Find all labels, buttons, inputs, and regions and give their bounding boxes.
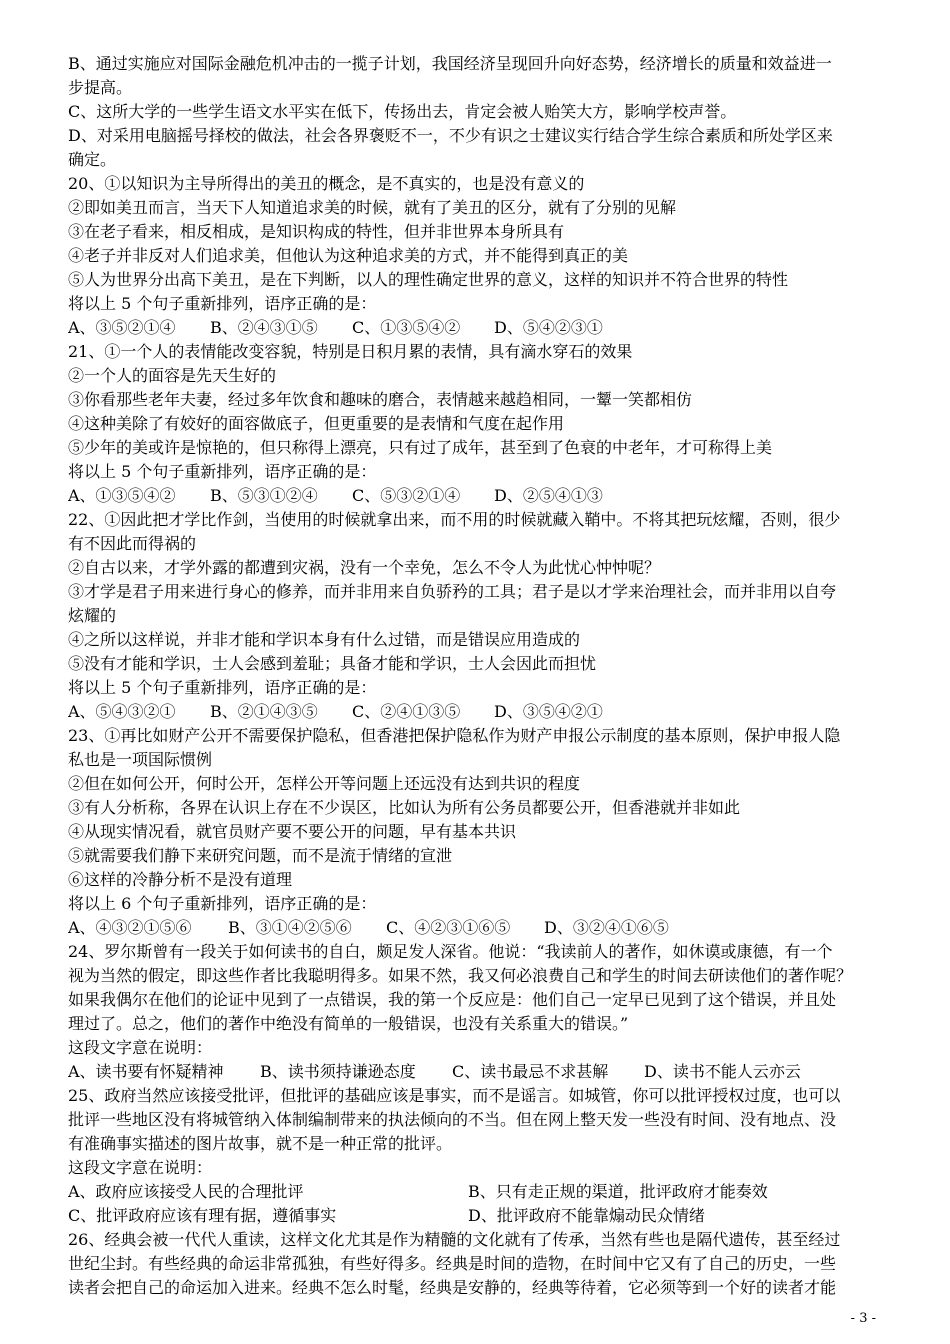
text-line: 步提高。 [68,78,133,97]
question-prompt: 这段文字意在说明： [68,1158,213,1177]
text-line: D、对采用电脑摇号择校的做法，社会各界褒贬不一，不少有识之士建议实行结合学生综合素质和所处学区来 [68,126,833,145]
text-line: 私也是一项国际惯例 [68,750,213,769]
option-b: B、读书须持谦逊态度 [260,1062,416,1081]
question-prompt: 这段文字意在说明： [68,1038,213,1057]
text-line: ②一个人的面容是先天生好的 [68,366,277,385]
text-line: ③你看那些老年夫妻，经过多年饮食和趣味的磨合，表情越来越趋相同，一颦一笑都相仿 [68,390,693,409]
q20-options [68,316,888,340]
option-b: B、③①④②⑤⑥ [228,918,352,937]
q21-options [68,484,888,508]
page-content [68,52,888,1300]
text-line: ④这种美除了有姣好的面容做底子，但更重要的是表情和气度在起作用 [68,414,565,433]
question-prompt: 将以上 5 个句子重新排列，语序正确的是： [68,294,377,313]
option-b: B、⑤③①②④ [210,486,318,505]
text-line: 世纪尘封。有些经典的命运非常孤独，有些好得多。经典是时间的造物，在时间中它又有了自己的历史，一些 [68,1254,837,1273]
question-20-line: 20、①以知识为主导所得出的美丑的概念，是不真实的，也是没有意义的 [68,174,585,193]
text-line: ⑤少年的美或许是惊艳的，但只称得上漂亮，只有过了成年，甚至到了色衰的中老年，才可称得上美 [68,438,773,457]
question-23-line: 23、①再比如财产公开不需要保护隐私，但香港把保护隐私作为财产申报公示制度的基本原则，保护申报人隐 [68,726,841,745]
question-26-line: 26、经典会被一代代人重读，这样文化尤其是作为精髓的文化就有了传承，当然有些也是隔代遗传，甚至经过 [68,1230,841,1249]
text-line: 批评一些地区没有将城管纳入体制编制带来的执法倾向的不当。但在网上整天发一些没有时间、没有地点、没 [68,1110,837,1129]
text-line: B、通过实施应对国际金融危机冲击的一揽子计划，我国经济呈现回升向好态势，经济增长的质量和效益进一 [68,54,832,73]
option-b: B、②①④③⑤ [210,702,318,721]
text-line: 如果我偶尔在他们的论证中见到了一点错误，我的第一个反应是：他们自己一定早已见到了这个错误，并且处 [68,990,837,1009]
text-line: ⑤没有才能和学识，士人会感到羞耻；具备才能和学识，士人会因此而担忧 [68,654,597,673]
text-line: ⑥这样的冷静分析不是没有道理 [68,870,293,889]
option-b: B、只有走正规的渠道，批评政府才能奏效 [468,1182,768,1201]
q25-options-row2 [68,1204,888,1228]
text-line: ②自古以来，才学外露的都遭到灾祸，没有一个幸免，怎么不令人为此忧心忡忡呢？ [68,558,661,577]
text-line: 理过了。总之，他们的著作中绝没有简单的一般错误，也没有关系重大的错误。” [68,1014,629,1033]
text-line: ③在老子看来，相反相成，是知识构成的特性，但并非世界本身所具有 [68,222,565,241]
option-d: D、③⑤④②① [494,702,603,721]
q24-options [68,1060,888,1084]
text-line: C、这所大学的一些学生语文水平实在低下，传扬出去，肯定会被人贻笑大方，影响学校声誉。 [68,102,737,121]
option-d: D、⑤④②③① [494,318,603,337]
option-c: C、②④①③⑤ [352,702,461,721]
option-a: A、政府应该接受人民的合理批评 [68,1182,304,1201]
option-c: C、⑤③②①④ [352,486,461,505]
text-line: ④从现实情况看，就官员财产要不要公开的问题，早有基本共识 [68,822,517,841]
text-line: 炫耀的 [68,606,117,625]
text-line: ③才学是君子用来进行身心的修养，而并非用来自负骄矜的工具；君子是以才学来治理社会，而并非用以自夸 [68,582,837,601]
q23-options [68,916,888,940]
text-line: ⑤就需要我们静下来研究问题，而不是流于情绪的宣泄 [68,846,453,865]
option-a: A、④③②①⑤⑥ [68,918,192,937]
question-prompt: 将以上 5 个句子重新排列，语序正确的是： [68,462,377,481]
page-number: - 3 - [850,1311,876,1326]
option-a: A、①③⑤④② [68,486,176,505]
option-c: C、读书最忌不求甚解 [452,1062,609,1081]
text-line: ③有人分析称，各界在认识上存在不少误区，比如认为所有公务员都要公开，但香港就并非如此 [68,798,741,817]
option-d: D、读书不能人云亦云 [644,1062,801,1081]
text-line: 确定。 [68,150,117,169]
text-line: ④之所以这样说，并非才能和学识本身有什么过错，而是错误应用造成的 [68,630,581,649]
option-d: D、②⑤④①③ [494,486,603,505]
text-line: ⑤人为世界分出高下美丑，是在下判断，以人的理性确定世界的意义，这样的知识并不符合世界的特性 [68,270,789,289]
option-a: A、③⑤②①④ [68,318,176,337]
question-25-line: 25、政府当然应该接受批评，但批评的基础应该是事实，而不是谣言。如城管，你可以批评授权过度，也可以 [68,1086,841,1105]
text-line: 视为当然的假定，即这些作者比我聪明得多。如果不然，我又何必浪费自己和学生的时间去研读他们的著作呢？ [68,966,853,985]
text-line: 有准确事实描述的图片故事，就不是一种正常的批评。 [68,1134,453,1153]
option-c: C、①③⑤④② [352,318,461,337]
option-a: A、⑤④③②① [68,702,176,721]
option-b: B、②④③①⑤ [210,318,318,337]
q22-options [68,700,888,724]
question-prompt: 将以上 5 个句子重新排列，语序正确的是： [68,678,377,697]
question-prompt: 将以上 6 个句子重新排列，语序正确的是： [68,894,377,913]
text-line: ②即如美丑而言，当天下人知道追求美的时候，就有了美丑的区分，就有了分别的见解 [68,198,677,217]
question-22-line: 22、①因此把才学比作剑，当使用的时候就拿出来，而不用的时候就藏入鞘中。不将其把玩炫耀，否则，很少 [68,510,841,529]
option-a: A、读书要有怀疑精神 [68,1062,224,1081]
q25-options-row1 [68,1180,888,1204]
text-line: 读者会把自己的命运加入进来。经典不怎么时髦，经典是安静的，经典等待着，它必须等到一个好的读者才能 [68,1278,837,1297]
question-24-line: 24、罗尔斯曾有一段关于如何读书的自白，颇足发人深省。他说：“我读前人的著作，如休谟或康德，有一个 [68,942,833,961]
text-line: ④老子并非反对人们追求美，但他认为这种追求美的方式，并不能得到真正的美 [68,246,629,265]
option-c: C、批评政府应该有理有据，遵循事实 [68,1206,337,1225]
question-21-line: 21、①一个人的表情能改变容貌，特别是日积月累的表情，具有滴水穿石的效果 [68,342,633,361]
option-d: D、③②④①⑥⑤ [544,918,669,937]
option-d: D、批评政府不能靠煽动民众情绪 [468,1206,705,1225]
text-line: ②但在如何公开，何时公开，怎样公开等问题上还远没有达到共识的程度 [68,774,581,793]
option-c: C、④②③①⑥⑤ [386,918,511,937]
text-line: 有不因此而得祸的 [68,534,197,553]
